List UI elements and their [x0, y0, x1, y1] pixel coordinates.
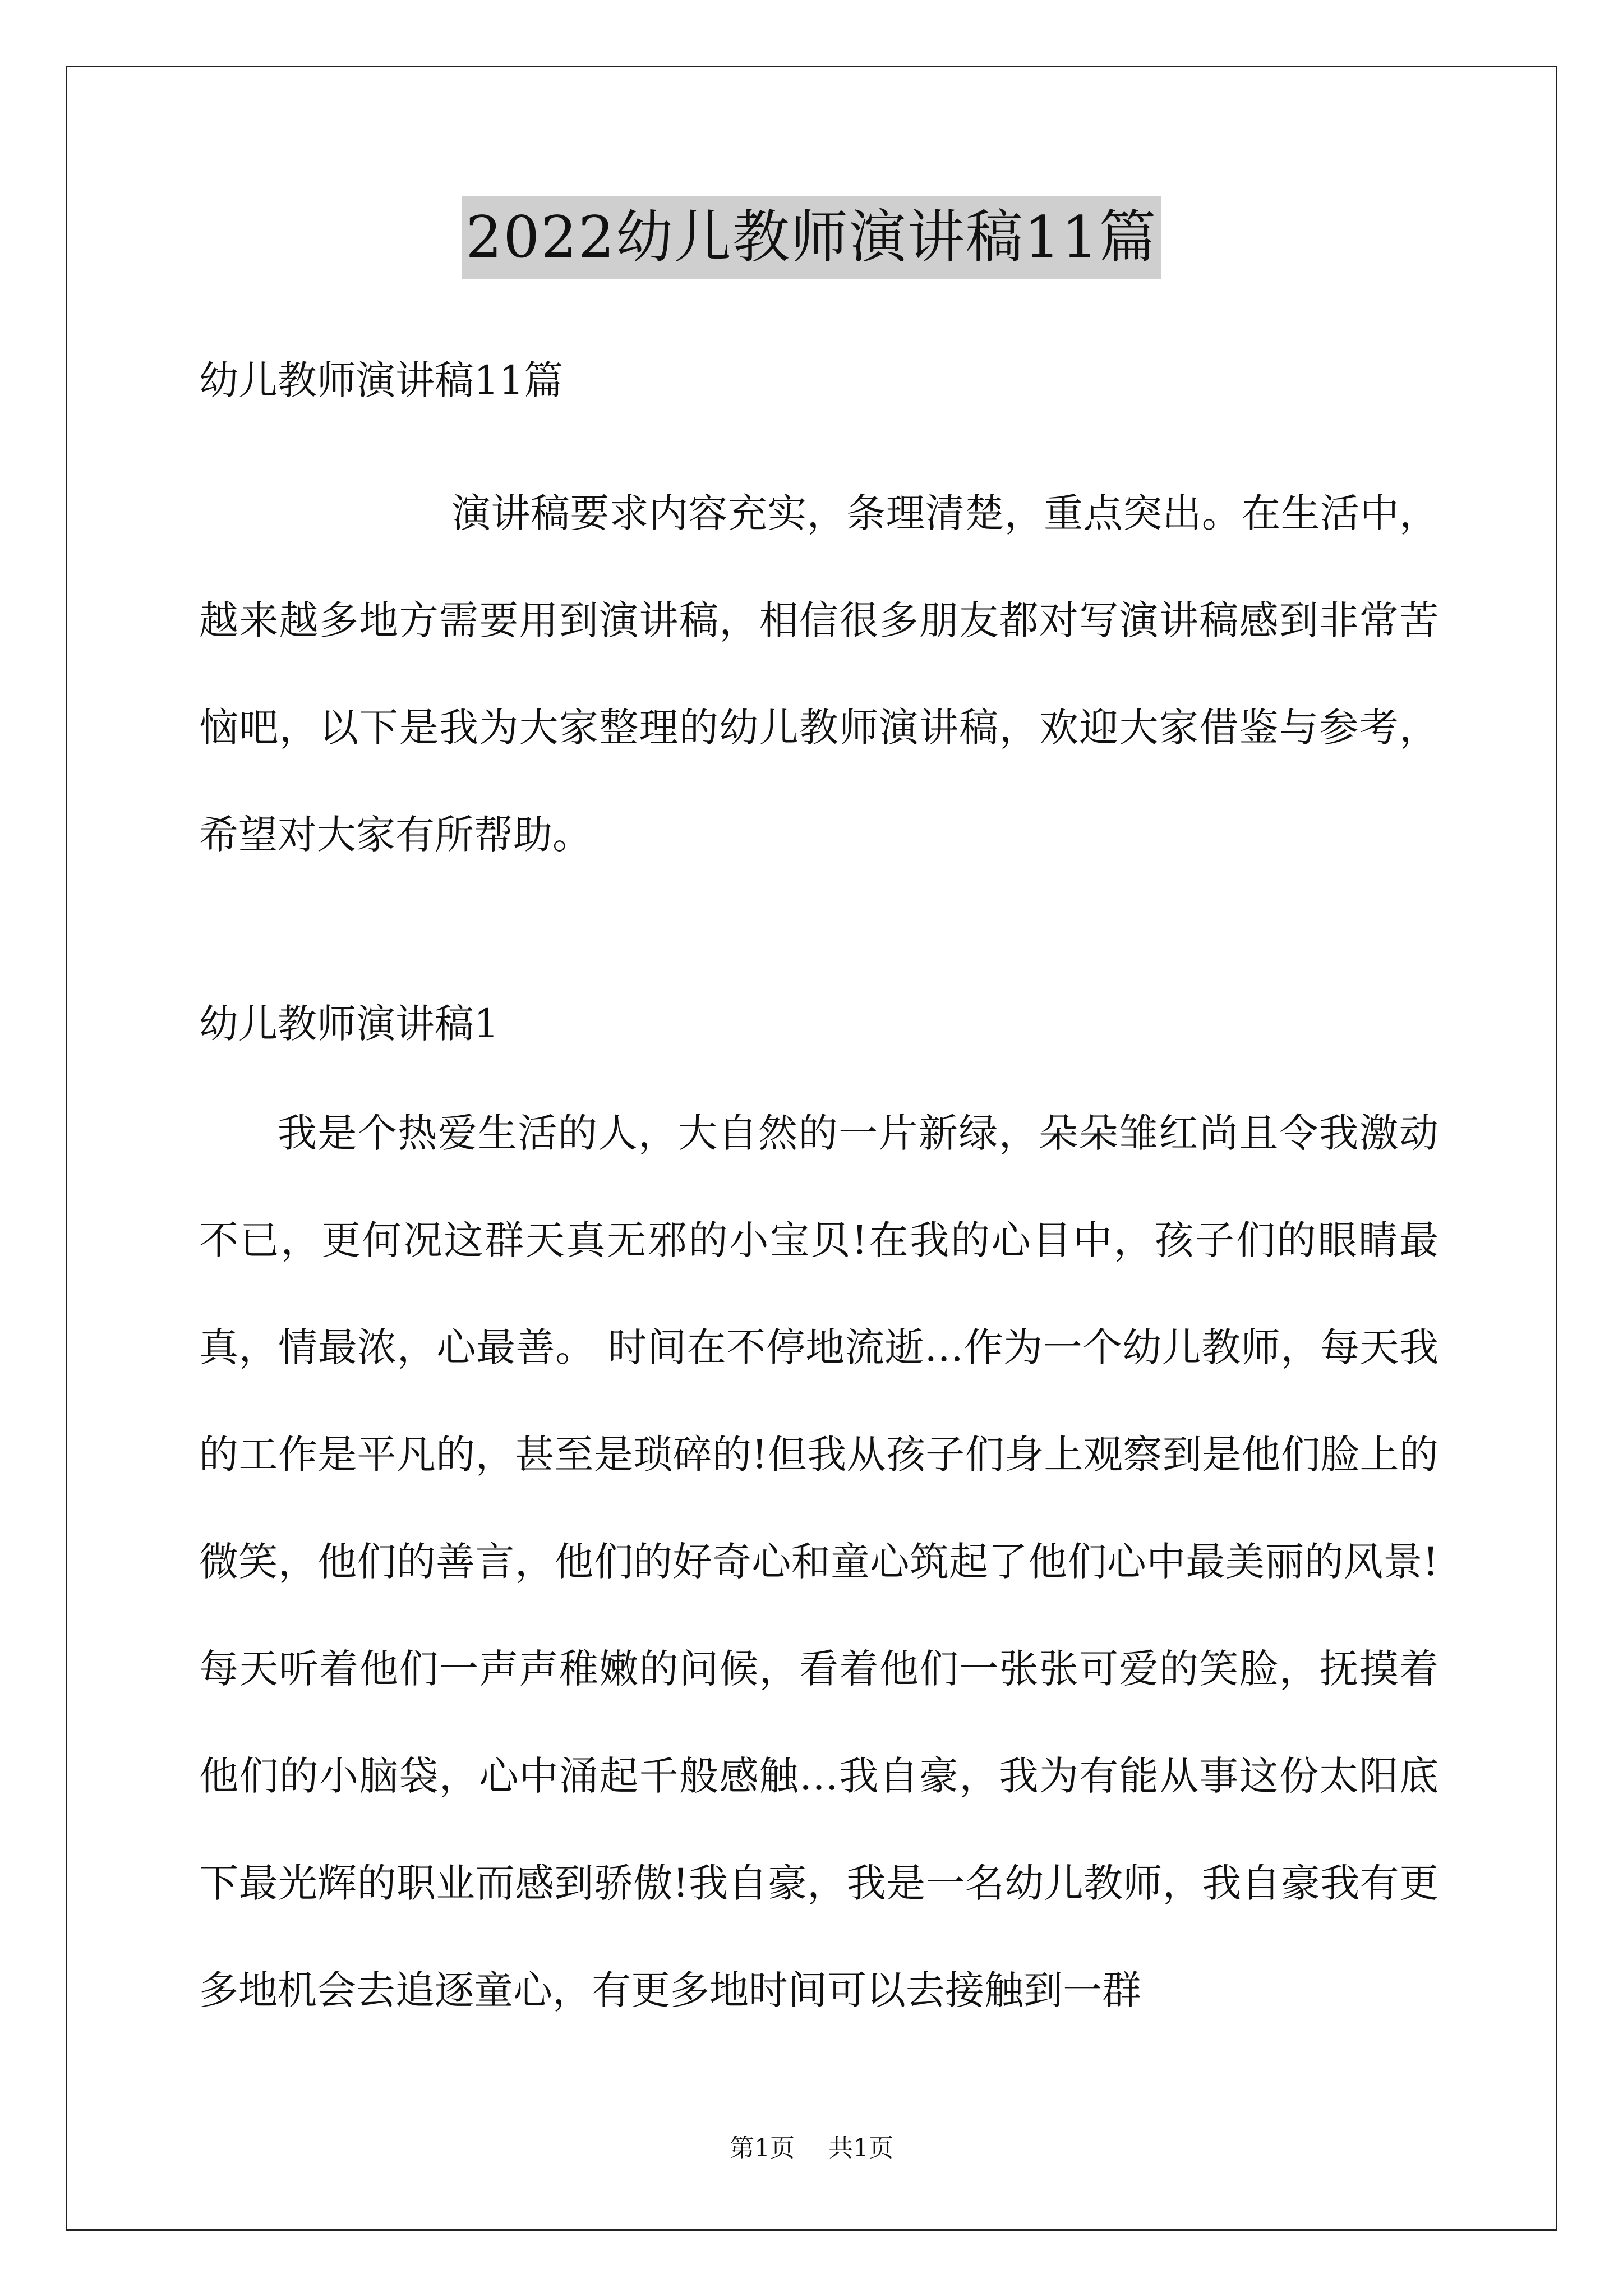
title-container — [0, 196, 1623, 279]
page-number: 第1页 — [730, 2134, 795, 2162]
page-total: 共1页 — [828, 2134, 893, 2162]
body-paragraph: 我是个热爱生活的人，大自然的一片新绿，朵朵雏红尚且令我激动不已，更何况这群天真无邪的小宝贝!在我的心目中，孩子们的眼睛最真，情最浓，心最善。 时间在不停地流逝…作为一个幼儿教师，每天我的工作是平凡的，甚至是琐碎的!但我从孩子们身上观察到是他们脸上的微笑，他们的善言，他们的好奇心和童心筑起了他们心中最美丽的风景!每天听着他们一声声稚嫩的问候，看着他们一张张可爱的笑脸，抚摸着他们的小脑袋，心中涌起千般感触…我自豪，我为有能从事这份太阳底下最光辉的职业而感到骄傲!我自豪，我是一名幼儿教师，我自豪我有更多地机会去追逐童心，有更多地时间可以去接触到一群 — [199, 1110, 1438, 2013]
section-heading: 幼儿教师演讲稿1 — [199, 1001, 499, 1047]
document-subtitle: 幼儿教师演讲稿11篇 — [199, 357, 564, 403]
document-title: 2022幼儿教师演讲稿11篇 — [462, 196, 1160, 279]
intro-paragraph: 演讲稿要求内容充实，条理清楚，重点突出。在生活中，越来越多地方需要用到演讲稿，相信很多朋友都对写演讲稿感到非常苦恼吧，以下是我为大家整理的幼儿教师演讲稿，欢迎大家借鉴与参考，希望对大家有所帮助。 — [199, 490, 1438, 858]
page-footer — [0, 2132, 1623, 2165]
